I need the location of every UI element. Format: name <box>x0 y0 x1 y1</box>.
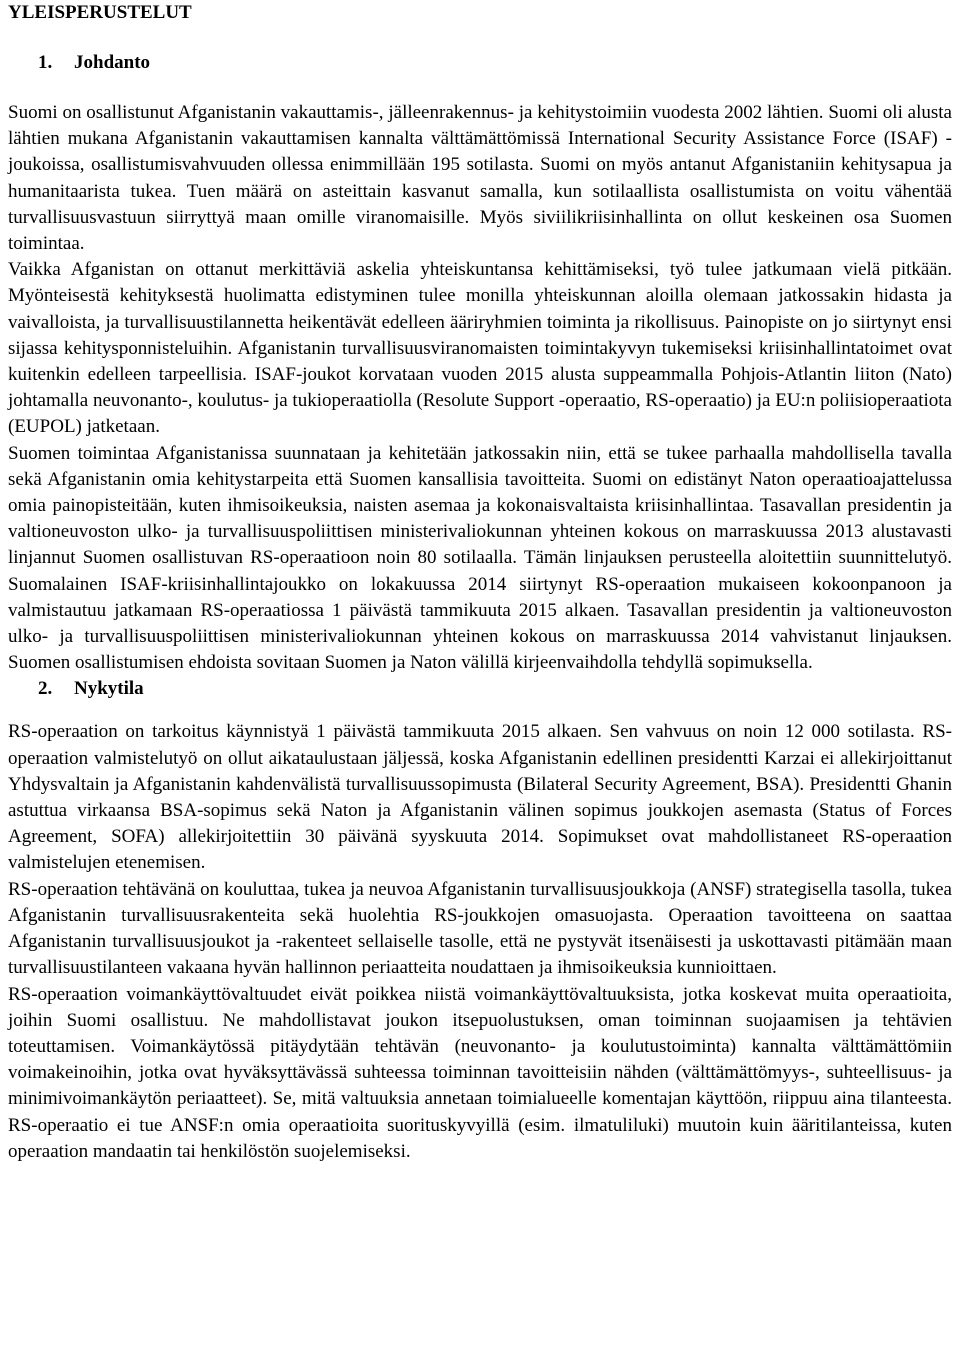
paragraph: Suomi on osallistunut Afganistanin vakauttamis-, jälleenrakennus- ja kehitystoimiin vuodesta 2002 lähtien. Suomi oli alusta lähtien mukana Afganistanin vakauttamisen kannalta välttämättömissä International Security Assistance Force (ISAF) -joukoissa, osallistumisvahvuuden ollessa enimmillään 195 sotilasta. Suomi on myös antanut Afganistaniin kehitysapua ja humanitaarista tukea. Tuen määrä on asteittain kasvanut samalla, kun sotilaallista osallistumista on voitu vähentää turvallisuusvastuun siirryttyä maan omille viranomaisille. Myös siviilikriisinhallinta on ollut keskeinen osa Suomen toimintaa. <box>8 102 952 255</box>
section-title: Nykytila <box>74 678 144 700</box>
paragraph: Suomen toimintaa Afganistanissa suunnataan ja kehitetään jatkossakin niin, että se tukee parhaalla mahdollisella tavalla sekä Afganistanin omia kehitystarpeita että Suomen kansallisia tavoitteita. Suomi on edistänyt Naton operaatioajattelussa omia painopisteitään, kuten ihmisoikeuksia, naisten asemaa ja kokonaisvaltaista kriisinhallintaa. Tasavallan presidentin ja valtioneuvoston ulko- ja turvallisuuspoliittisen ministerivaliokunnan yhteinen kokous on marraskuussa 2013 alustavasti linjannut Suomen osallistuvan RS-operaatioon noin 80 sotilaalla. Tämän linjauksen perusteella aloitettiin suunnittelutyö. Suomalainen ISAF-kriisinhallintajoukko on lokakuussa 2014 siirtynyt RS-operaation mukaiseen kokoonpanoon ja valmistautuu jatkamaan RS-operaatiossa 1 päivästä tammikuuta 2015 alkaen. Tasavallan presidentin ja valtioneuvoston ulko- ja turvallisuuspoliittisen ministerivaliokunnan yhteinen kokous on marraskuussa 2014 vahvistanut linjauksen. Suomen osallistumisen ehdoista sovitaan Suomen ja Naton välillä kirjeenvaihdolla tehdyllä sopimuksella. <box>8 442 952 674</box>
section-number: 2. <box>38 678 53 700</box>
section-number: 1. <box>38 52 53 73</box>
paragraph: Vaikka Afganistan on ottanut merkittäviä askelia yhteiskuntansa kehittämiseksi, työ tulee jatkumaan vielä pitkään. Myönteisestä kehityksestä huolimatta edistyminen tulee monilla yhteiskunnan aloilla olemaan jatkossakin hidasta ja vaivalloista, ja turvallisuustilannetta heikentävät edelleen ääriryhmien toiminta ja rikollisuus. Painopiste on jo siirtynyt ensi sijassa kehitysponnisteluihin. Afganistanin turvallisuusviranomaisten toimintakyvyn tukemiseksi kriisinhallintatoimet ovat kuitenkin edelleen tarpeellisia. ISAF-joukot korvataan vuoden 2015 alusta suppeammalla Pohjois-Atlantin liiton (Nato) johtamalla neuvonanto-, koulutus- ja tukioperaatiolla (Resolute Support -operaatio, RS-operaatio) ja EU:n poliisioperaatiota (EUPOL) jatketaan. <box>8 259 952 438</box>
paragraph: RS-operaation voimankäyttövaltuudet eivät poikkea niistä voimankäyttövaltuuksista, jotka koskevat muita operaatioita, joihin Suomi osallistuu. Ne mahdollistavat joukon itsepuolustuksen, oman toiminnan suojaamisen ja tehtävien toteuttamisen. Voimankäytössä pitäydytään tehtävän (neuvonanto- ja koulutustoiminta) kannalta välttämättömiin voimakeinoihin, jotka ovat hyväksyttävässä suhteessa toiminnan tavoitteisiin nähden (välttämättömyys-, suhteellisuus- ja minimivoimankäytön periaatteet). Se, mitä valtuuksia annetaan toimialueelle komentajan käyttöön, riippuu aina tilanteesta. RS-operaatio ei tue ANSF:n omia operaatioita suorituskyvyillä (esim. ilmatuliluki) muutoin kuin ääritilanteissa, kuten operaation mandaatin tai henkilöstön suojelemiseksi. <box>8 983 952 1162</box>
document-title: YLEISPERUSTELUT <box>8 2 192 23</box>
section-heading-johdanto <box>8 50 952 76</box>
paragraph: RS-operaation on tarkoitus käynnistyä 1 päivästä tammikuuta 2015 alkaen. Sen vahvuus on noin 12 000 sotilasta. RS-operaation valmistelutyö on ollut aikataulustaan jäljessä, koska Afganistanin edellinen presidentti Karzai ei allekirjoittanut Yhdysvaltain ja Afganistanin kahdenvälistä turvallisuussopimusta (Bilateral Security Agreement, BSA). Presidentti Ghanin astuttua virkaansa BSA-sopimus sekä Naton ja Afganistanin välinen sopimus joukkojen asemasta (Status of Forces Agreement, SOFA) allekirjoitettiin 30 päivänä syyskuuta 2014. Sopimukset ovat mahdollistaneet RS-operaation valmistelujen etenemisen. <box>8 721 952 874</box>
section-heading-nykytila <box>8 676 952 702</box>
section-title: Johdanto <box>74 52 151 73</box>
paragraph: RS-operaation tehtävänä on kouluttaa, tukea ja neuvoa Afganistanin turvallisuusjoukkoja (ANSF) strategisella tasolla, tukea Afganistanin turvallisuusrakenteita sekä huolehtia RS-joukkojen omasuojasta. Operaation tavoitteena on saattaa Afganistanin turvallisuusjoukot ja -rakenteet sellaiselle tasolle, että ne pystyvät itsenäisesti ja uskottavasti pitämään maan turvallisuustilanteen vakaana hyvän hallinnon periaatteita noudattaen ja ihmisoikeuksia kunnioittaen. <box>8 878 952 979</box>
